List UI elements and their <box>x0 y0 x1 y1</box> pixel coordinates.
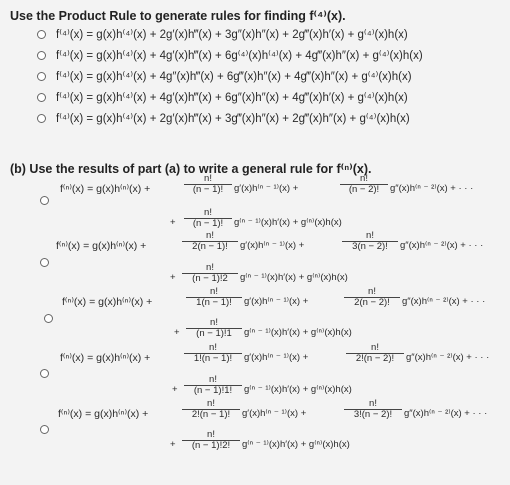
part-b-option-3-fraction-3 <box>186 318 242 339</box>
part-b-option-2-fraction-2 <box>342 231 398 252</box>
part-a-option-3-label: f⁽⁴⁾(x) = g(x)h⁽⁴⁾(x) + 4g″(x)h‴(x) + 6g‴(x)h″(x) + 4g‴(x)h″(x) + g⁽⁴⁾(x)h(x) <box>56 71 412 83</box>
fraction-numerator: n! <box>369 398 377 409</box>
part-b-option-1-term-1: g′(x)h⁽ⁿ ⁻ ¹⁾(x) + <box>234 183 299 194</box>
part-b-option-5-radio[interactable] <box>40 425 49 434</box>
fraction-denominator: (n − 1)! <box>192 184 224 195</box>
part-a-option-1-radio[interactable] <box>37 30 46 39</box>
part-b-option-5-fraction-2 <box>344 399 402 420</box>
fraction-numerator: n! <box>207 398 215 409</box>
fraction-numerator: n! <box>360 173 368 184</box>
part-b-option-2-radio[interactable] <box>40 258 49 267</box>
part-b-option-3-term-1: g′(x)h⁽ⁿ ⁻ ¹⁾(x) + <box>244 296 309 307</box>
part-b-option-1-lhs: f⁽ⁿ⁾(x) = g(x)h⁽ⁿ⁾(x) + <box>60 183 151 195</box>
fraction-denominator: (n − 1)! <box>192 218 224 229</box>
part-b-option-4-term-2: g″(x)h⁽ⁿ ⁻ ²⁾(x) + · · · <box>406 352 490 363</box>
part-b-option-3-plus: + <box>174 327 180 338</box>
part-a-option-5-label: f⁽⁴⁾(x) = g(x)h⁽⁴⁾(x) + 2g′(x)h‴(x) + 3g‴(x)h″(x) + 2g‴(x)h″(x) + g⁽⁴⁾(x)h(x) <box>56 113 410 125</box>
part-b-option-5-lhs: f⁽ⁿ⁾(x) = g(x)h⁽ⁿ⁾(x) + <box>58 408 149 420</box>
part-b-option-2-term-1: g′(x)h⁽ⁿ ⁻ ¹⁾(x) + <box>240 240 305 251</box>
part-b-option-5-term-2: g″(x)h⁽ⁿ ⁻ ²⁾(x) + · · · <box>404 408 488 419</box>
part-b-option-2-fraction-3 <box>182 263 238 284</box>
part-b-option-5-term-1: g′(x)h⁽ⁿ ⁻ ¹⁾(x) + <box>242 408 307 419</box>
part-a-option-3-radio[interactable] <box>37 72 46 81</box>
fraction-numerator: n! <box>204 173 212 184</box>
part-b-option-1-plus: + <box>170 217 176 228</box>
part-b-option-1-radio[interactable] <box>40 196 49 205</box>
fraction-denominator: (n − 1)!2 <box>192 273 228 284</box>
part-b-option-4-radio[interactable] <box>40 369 49 378</box>
fraction-denominator: 2!(n − 2)! <box>355 353 395 364</box>
part-b-option-2-term-2: g″(x)h⁽ⁿ ⁻ ²⁾(x) + · · · <box>400 240 484 251</box>
part-b-option-4-lhs: f⁽ⁿ⁾(x) = g(x)h⁽ⁿ⁾(x) + <box>60 352 151 364</box>
fraction-numerator: n! <box>368 286 376 297</box>
part-b-option-5-fraction-3 <box>182 430 240 451</box>
part-b-option-5-term-3: g⁽ⁿ ⁻ ¹⁾(x)h′(x) + g⁽ⁿ⁾(x)h(x) <box>242 439 350 450</box>
fraction-numerator: n! <box>371 342 379 353</box>
fraction-numerator: n! <box>204 207 212 218</box>
part-b-option-4-fraction-1 <box>184 343 242 364</box>
part-b-option-3-term-3: g⁽ⁿ ⁻ ¹⁾(x)h′(x) + g⁽ⁿ⁾(x)h(x) <box>244 327 352 338</box>
part-a-option-1-label: f⁽⁴⁾(x) = g(x)h⁽⁴⁾(x) + 2g′(x)h‴(x) + 3g″(x)h″(x) + 2g‴(x)h′(x) + g⁽⁴⁾(x)h(x) <box>56 29 408 41</box>
part-b-option-1-fraction-1 <box>184 174 232 195</box>
fraction-numerator: n! <box>207 429 215 440</box>
part-b-option-1-fraction-2 <box>340 174 388 195</box>
fraction-denominator: (n − 2)! <box>348 184 380 195</box>
fraction-numerator: n! <box>206 262 214 273</box>
part-b-option-1-term-2: g″(x)h⁽ⁿ ⁻ ²⁾(x) + · · · <box>390 183 474 194</box>
fraction-numerator: n! <box>206 230 214 241</box>
fraction-numerator: n! <box>366 230 374 241</box>
part-b-option-2-fraction-1 <box>182 231 238 252</box>
part-b-option-3-radio[interactable] <box>44 314 53 323</box>
fraction-denominator: 2(n − 1)! <box>192 241 228 252</box>
part-a-option-2-radio[interactable] <box>37 51 46 60</box>
part-b-option-4-term-3: g⁽ⁿ ⁻ ¹⁾(x)h′(x) + g⁽ⁿ⁾(x)h(x) <box>244 384 352 395</box>
part-a-option-4-label: f⁽⁴⁾(x) = g(x)h⁽⁴⁾(x) + 4g′(x)h‴(x) + 6g″(x)h″(x) + 4g‴(x)h′(x) + g⁽⁴⁾(x)h(x) <box>56 92 408 104</box>
fraction-denominator: (n − 1)!1 <box>196 328 232 339</box>
part-b-option-4-fraction-3 <box>184 375 242 396</box>
part-b-option-1-fraction-3 <box>184 208 232 229</box>
part-a-option-5-radio[interactable] <box>37 114 46 123</box>
part-a-option-2-label: f⁽⁴⁾(x) = g(x)h⁽⁴⁾(x) + 4g′(x)h‴(x) + 6g⁽⁴⁾(x)h⁽⁴⁾(x) + 4g‴(x)h″(x) + g⁽⁴⁾(x)h(x) <box>56 50 423 62</box>
fraction-denominator: 2(n − 2)! <box>354 297 390 308</box>
part-b-option-3-lhs: f⁽ⁿ⁾(x) = g(x)h⁽ⁿ⁾(x) + <box>62 296 153 308</box>
fraction-denominator: 1(n − 1)! <box>196 297 232 308</box>
fraction-denominator: 2!(n − 1)! <box>191 409 231 420</box>
part-b-option-4-term-1: g′(x)h⁽ⁿ ⁻ ¹⁾(x) + <box>244 352 309 363</box>
part-b-option-5-fraction-1 <box>182 399 240 420</box>
fraction-denominator: 1!(n − 1)! <box>193 353 233 364</box>
part-b-option-3-fraction-1 <box>186 287 242 308</box>
part-b-option-4-plus: + <box>172 384 178 395</box>
fraction-numerator: n! <box>210 286 218 297</box>
fraction-numerator: n! <box>209 342 217 353</box>
part-b-option-2-lhs: f⁽ⁿ⁾(x) = g(x)h⁽ⁿ⁾(x) + <box>56 240 147 252</box>
part-b-option-2-term-3: g⁽ⁿ ⁻ ¹⁾(x)h′(x) + g⁽ⁿ⁾(x)h(x) <box>240 272 348 283</box>
fraction-denominator: (n − 1)!1! <box>193 385 233 396</box>
part-b-option-2-plus: + <box>170 272 176 283</box>
part-b-option-3-fraction-2 <box>344 287 400 308</box>
fraction-denominator: (n − 1)!2! <box>191 440 231 451</box>
fraction-denominator: 3(n − 2)! <box>352 241 388 252</box>
part-b-option-5-plus: + <box>170 439 176 450</box>
part-b-option-3-term-2: g″(x)h⁽ⁿ ⁻ ²⁾(x) + · · · <box>402 296 486 307</box>
part-b-option-1-term-3: g⁽ⁿ ⁻ ¹⁾(x)h′(x) + g⁽ⁿ⁾(x)h(x) <box>234 217 342 228</box>
fraction-numerator: n! <box>209 374 217 385</box>
fraction-numerator: n! <box>210 317 218 328</box>
part-a-prompt: Use the Product Rule to generate rules for finding f⁽⁴⁾(x). <box>10 9 346 23</box>
part-b-option-4-fraction-2 <box>346 343 404 364</box>
part-b-prompt: (b) Use the results of part (a) to write a general rule for f⁽ⁿ⁾(x). <box>10 162 372 176</box>
part-a-option-4-radio[interactable] <box>37 93 46 102</box>
fraction-denominator: 3!(n − 2)! <box>353 409 393 420</box>
